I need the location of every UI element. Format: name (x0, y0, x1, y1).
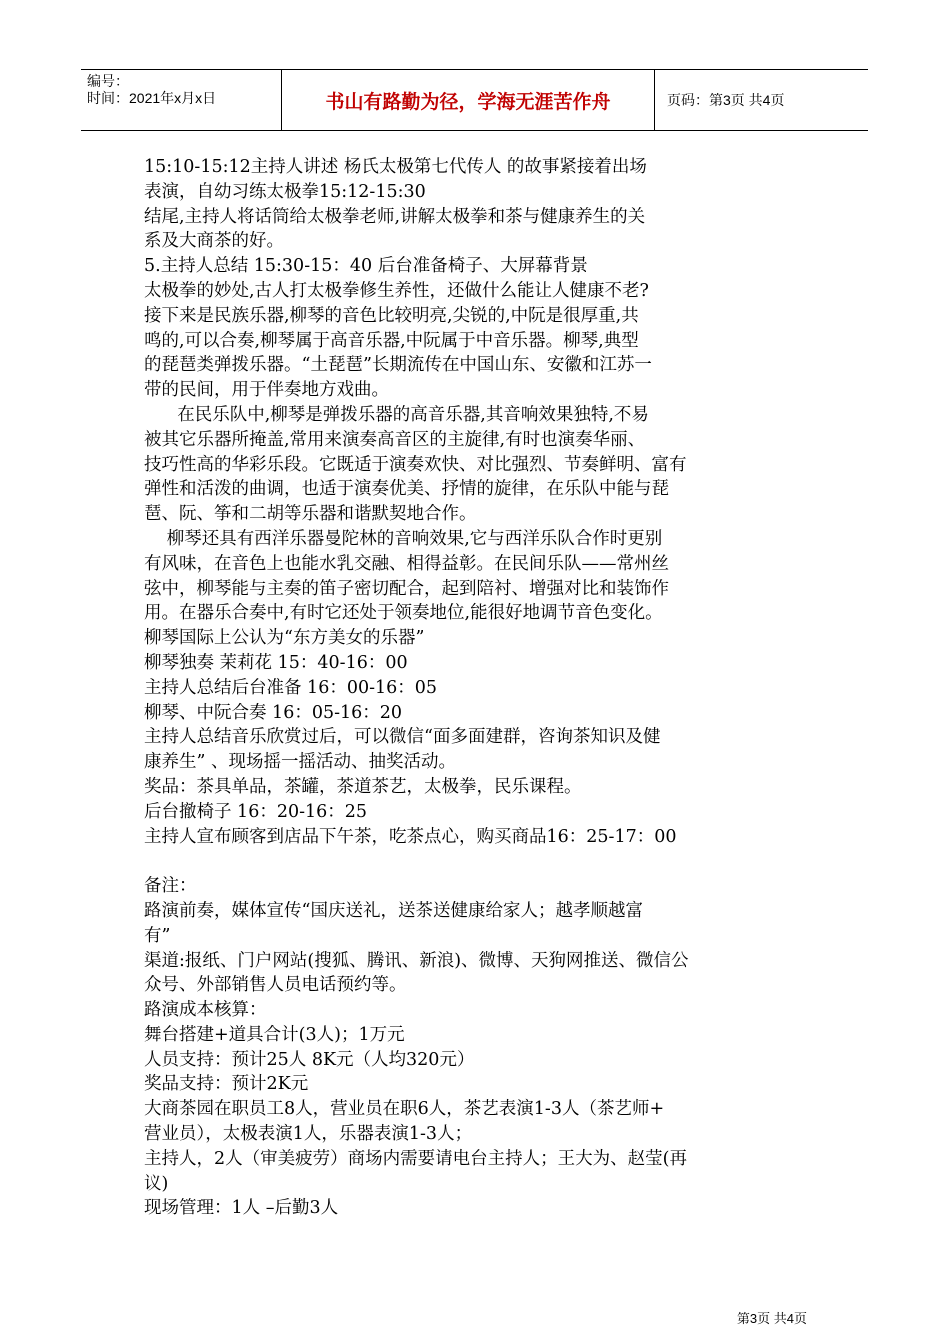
body-line: 结尾,主持人将话筒给太极拳老师,讲解太极拳和茶与健康养生的关 (144, 206, 646, 227)
body-line: 太极拳的妙处,古人打太极拳修生养性，还做什么能让人健康不老? (144, 280, 649, 301)
body-line: 议) (144, 1173, 169, 1194)
page-header (81, 69, 868, 131)
body-line: 大商茶园在职员工8人，营业员在职6人，茶艺表演1-3人（茶艺师+ (144, 1099, 665, 1120)
body-line: 奖品：茶具单品，茶罐，茶道茶艺，太极拳，民乐课程。 (144, 776, 582, 797)
body-line: 琶、阮、筝和二胡等乐器和谐默契地合作。 (144, 504, 477, 525)
body-line: 有风味，在音色上也能水乳交融、相得益彰。在民间乐队——常州丝 (144, 553, 669, 574)
body-line: 弦中，柳琴能与主奏的笛子密切配合，起到陪衬、增强对比和装饰作 (144, 578, 669, 599)
body-line: 弹性和活泼的曲调，也适于演奏优美、抒情的旋律，在乐队中能与琵 (144, 479, 669, 500)
body-line: 用。在器乐合奏中,有时它还处于领奏地位,能很好地调节音色变化。 (144, 603, 663, 624)
body-line: 后台撤椅子 16：20-16：25 (144, 801, 368, 822)
body-line: 柳琴独奏 茉莉花 15：40-16：00 (144, 652, 408, 673)
header-meta (81, 70, 281, 130)
body-line: 奖品支持：预计2K元 (144, 1074, 309, 1095)
document-body (144, 155, 809, 1221)
body-line: 5.主持人总结 15:30-15：40 后台准备椅子、大屏幕背景 (144, 256, 588, 277)
body-line: 柳琴国际上公认为“东方美女的乐器” (144, 628, 425, 649)
body-line: 系及大商茶的好。 (144, 231, 284, 252)
body-line: 鸣的,可以合奏,柳琴属于高音乐器,中阮属于中音乐器。柳琴,典型 (144, 330, 639, 351)
header-motto: 书山有路勤为径，学海无涯苦作舟 (281, 70, 655, 130)
doc-code-label: 编号： (87, 73, 129, 89)
body-line: 主持人宣布顾客到店品下午茶，吃茶点心，购买商品16：25-17：00 (144, 826, 677, 847)
body-line: 在民乐队中,柳琴是弹拨乐器的高音乐器,其音响效果独特,不易 (177, 404, 649, 425)
body-line: 柳琴、中阮合奏 16：05-16：20 (144, 702, 403, 723)
body-line: 柳琴还具有西洋乐器曼陀林的音响效果,它与西洋乐队合作时更别 (166, 528, 663, 549)
body-line: 路演成本核算： (144, 1000, 267, 1021)
body-line: 众号、外部销售人员电话预约等。 (144, 975, 407, 996)
body-line: 主持人总结后台准备 16：00-16：05 (144, 677, 438, 698)
body-line: 的琵琶类弹拨乐器。“土琵琶”长期流传在中国山东、安徽和江苏一 (144, 355, 652, 376)
body-line: 主持人，2人（审美疲劳）商场内需要请电台主持人；王大为、赵莹(再 (144, 1148, 687, 1169)
page-footer: 第3页 共4页 (736, 1311, 807, 1326)
body-line: 现场管理：1人 –后勤3人 (144, 1198, 339, 1219)
body-line: 接下来是民族乐器,柳琴的音色比较明亮,尖锐的,中阮是很厚重,共 (144, 305, 639, 326)
body-line: 人员支持：预计25人 8K元（人均320元） (144, 1049, 475, 1070)
body-line: 被其它乐器所掩盖,常用来演奏高音区的主旋律,有时也演奏华丽、 (144, 429, 646, 450)
body-line: 技巧性高的华彩乐段。它既适于演奏欢快、对比强烈、节奏鲜明、富有 (144, 454, 687, 475)
body-line: 营业员），太极表演1人，乐器表演1-3人； (144, 1124, 473, 1145)
body-line: 渠道:报纸、门户网站(搜狐、腾讯、新浪)、微博、天狗网推送、微信公 (144, 950, 689, 971)
body-line: 15:10-15:12主持人讲述 杨氏太极第七代传人 的故事紧接着出场 (144, 157, 647, 177)
body-line: 康养生” 、现场摇一摇活动、抽奖活动。 (144, 752, 457, 773)
body-line: 路演前奏，媒体宣传“国庆送礼，送茶送健康给家人；越孝顺越富 (144, 900, 643, 921)
body-line: 表演，自幼习练太极拳15:12-15:30 (144, 181, 426, 202)
header-page-number: 页码：第3页 共4页 (667, 92, 785, 108)
blank-line (144, 849, 809, 874)
doc-time-label: 时间：2021年x月x日 (87, 90, 217, 106)
body-line: 带的民间，用于伴奏地方戏曲。 (144, 380, 389, 401)
body-line: 主持人总结音乐欣赏过后，可以微信“面多面建群，咨询茶知识及健 (144, 727, 661, 748)
body-line: 舞台搭建+道具合计(3人)；1万元 (144, 1024, 405, 1045)
body-line: 备注： (144, 876, 197, 897)
body-line: 有” (144, 925, 171, 946)
